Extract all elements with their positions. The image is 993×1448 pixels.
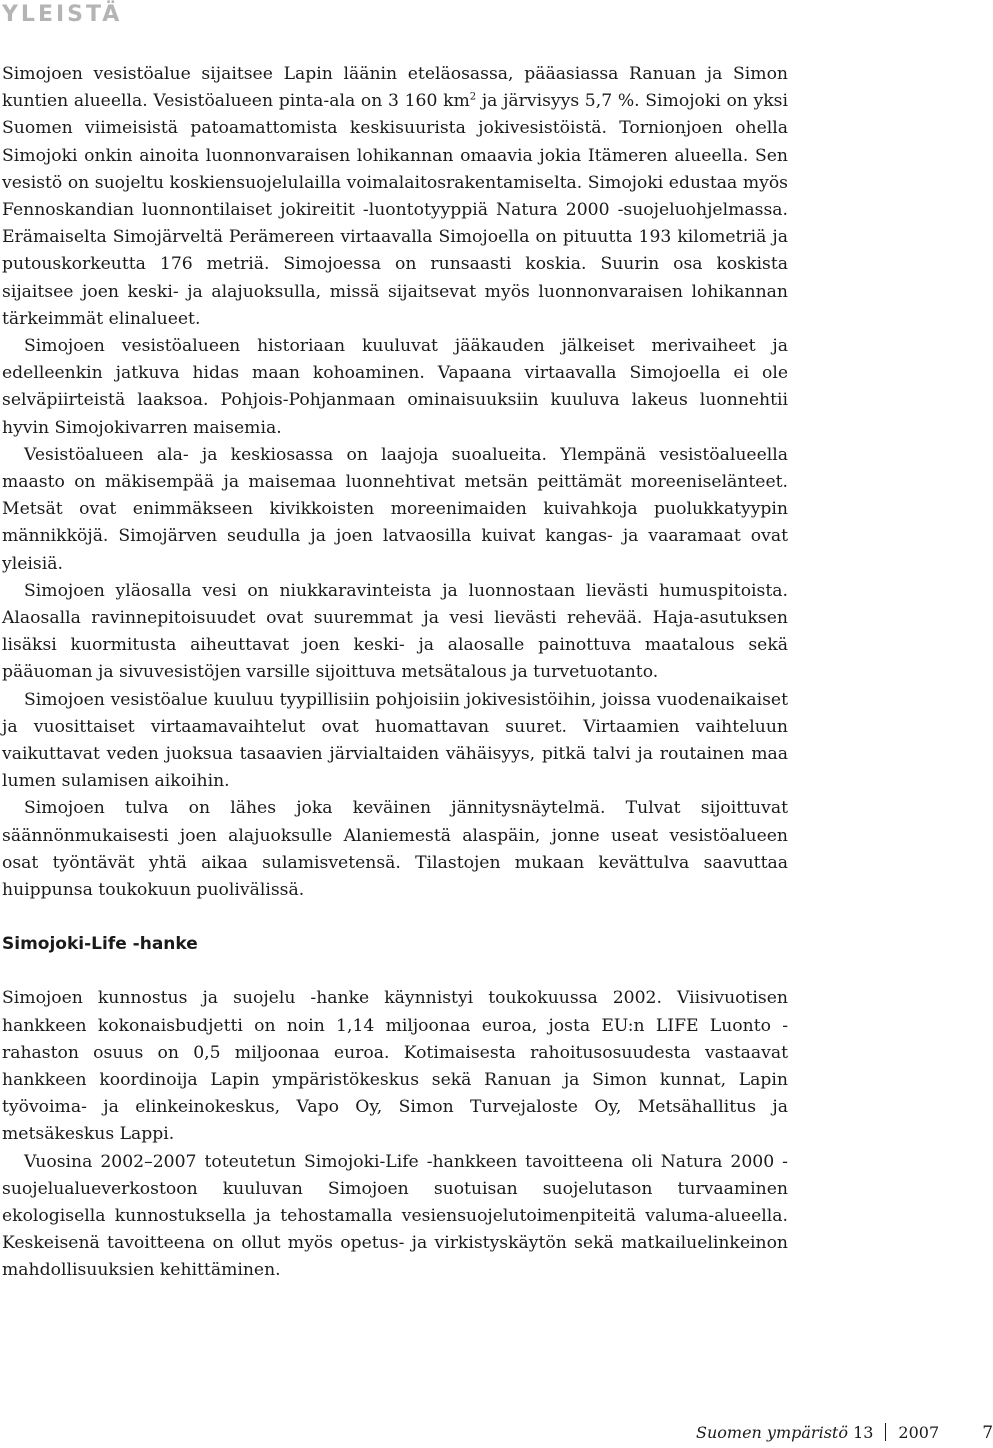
subheading: Simojoki-Life -hanke [2, 934, 198, 955]
footer-divider [885, 1423, 886, 1441]
paragraph [2, 61, 788, 333]
paragraph: Simojoen kunnostus ja suojelu -hanke käynnistyi toukokuussa 2002. Viisivuotisen hankkeen kokonaisbudjetti on noin 1,14 miljoonaa euroa, josta EU:n LIFE Luonto -rahaston osuus on 0,5 miljoonaa euroa. Kotimaisesta rahoitusosuudesta vastaavat hankkeen koordinoija Lapin ympäristökeskus sekä Ranuan ja Simon kunnat, Lapin työvoima- ja elinkeinokeskus, Vapo Oy, Simon Turvejaloste Oy, Metsähallitus ja metsäkeskus Lappi. [2, 988, 788, 1145]
paragraph: Simojoen yläosalla vesi on niukkaravinteista ja luonnostaan lievästi humuspitoista. Alaosalla ravinnepitoisuudet ovat suuremmat ja vesi lievästi rehevää. Haja-asutuksen lisäksi kuormitusta aiheuttavat joen keski- ja alaosalle painottuva maatalous sekä pääuoman ja sivuvesistöjen varsille sijoittuva metsätalous ja turvetuotanto. [2, 580, 788, 683]
issue-number: 13 [853, 1423, 874, 1442]
page-footer [696, 1423, 993, 1443]
paragraph-text: Simojoen vesistöalue sijaitsee Lapin läänin eteläosassa, pääasiassa Ranuan ja Simon kuntien alueella. Vesistöalueen pinta-ala on 3 160 km [2, 64, 788, 112]
publication-year: 2007 [898, 1423, 940, 1442]
publication-name: Suomen ympäristö [696, 1423, 848, 1442]
superscript: 2 [469, 91, 477, 103]
section-label: YLEISTÄ [2, 2, 123, 27]
paragraph: Simojoen tulva on lähes joka keväinen jännitysnäytelmä. Tulvat sijoittuvat säännönmukaisesti joen alajuoksulle Alaniemestä alaspäin, jonne useat vesistöalueen osat työntävät yhtä aikaa sulamisvetensä. Tilastojen mukaan kevättulva saavuttaa huippunsa toukokuun puolivälissä. [2, 798, 788, 901]
paragraph-text: ja järvisyys 5,7 %. Simojoki on yksi Suomen viimeisistä patoamattomista keskisuurista jokivesistöistä. Tornionjoen ohella Simojoki onkin ainoita luonnonvaraisen lohikannan omaavia jokia Itämeren alueella. Sen vesistö on suojeltu koskiensuojelulailla voimalaitosrakentamiselta. Simojoki edustaa myös Fennoskandian luonnontilaiset jokireitit -luontotyyppiä Natura 2000 -suojeluohjelmassa. Erämaiselta Simojärveltä Perämereen virtaavalla Simojoella on pituutta 193 kilometriä ja putouskorkeutta 176 metriä. Simojoessa on runsaasti koskia. Suurin osa koskista sijaitsee joen keski- ja alajuoksulla, missä sijaitsevat myös luonnonvaraisen lohikannan tärkeimmät elinalueet. [2, 91, 788, 329]
body-text [2, 61, 788, 1285]
paragraph: Vuosina 2002–2007 toteutetun Simojoki-Life -hankkeen tavoitteena oli Natura 2000 -suojelualueverkostoon kuuluvan Simojoen suotuisan suojelutason turvaaminen ekologisella kunnostuksella ja tehostamalla vesiensuojelutoimenpiteitä valuma-alueella. Keskeisenä tavoitteena on ollut myös opetus- ja virkistyskäytön sekä matkailuelinkeinon mahdollisuuksien kehittäminen. [2, 1151, 788, 1281]
page-number: 7 [982, 1423, 993, 1443]
paragraph: Simojoen vesistöalue kuuluu tyypillisiin pohjoisiin jokivesistöihin, joissa vuodenaikaiset ja vuosittaiset virtaamavaihtelut ovat huomattavan suuret. Virtaamien vaihteluun vaikuttavat veden juoksua tasaavien järvialtaiden vähäisyys, pitkä talvi ja routainen maa lumen sulamisen aikoihin. [2, 689, 788, 792]
paragraph: Simojoen vesistöalueen historiaan kuuluvat jääkauden jälkeiset merivaiheet ja edelleenkin jatkuva hidas maan kohoaminen. Vapaana virtaavalla Simojoella ei ole selväpiirteistä laaksoa. Pohjois-Pohjanmaan ominaisuuksiin kuuluva lakeus luonnehtii hyvin Simojokivarren maisemia. [2, 336, 788, 438]
paragraph: Vesistöalueen ala- ja keskiosassa on laajoja suoalueita. Ylempänä vesistöalueella maasto on mäkisempää ja maisemaa luonnehtivat metsän peittämät moreeniselänteet. Metsät ovat enimmäkseen kivikkoisten moreenimaiden kuivahkoja puolukkatyypin männikköjä. Simojärven seudulla ja joen latvaosilla kuivat kangas- ja vaaramaat ovat yleisiä. [2, 444, 788, 574]
